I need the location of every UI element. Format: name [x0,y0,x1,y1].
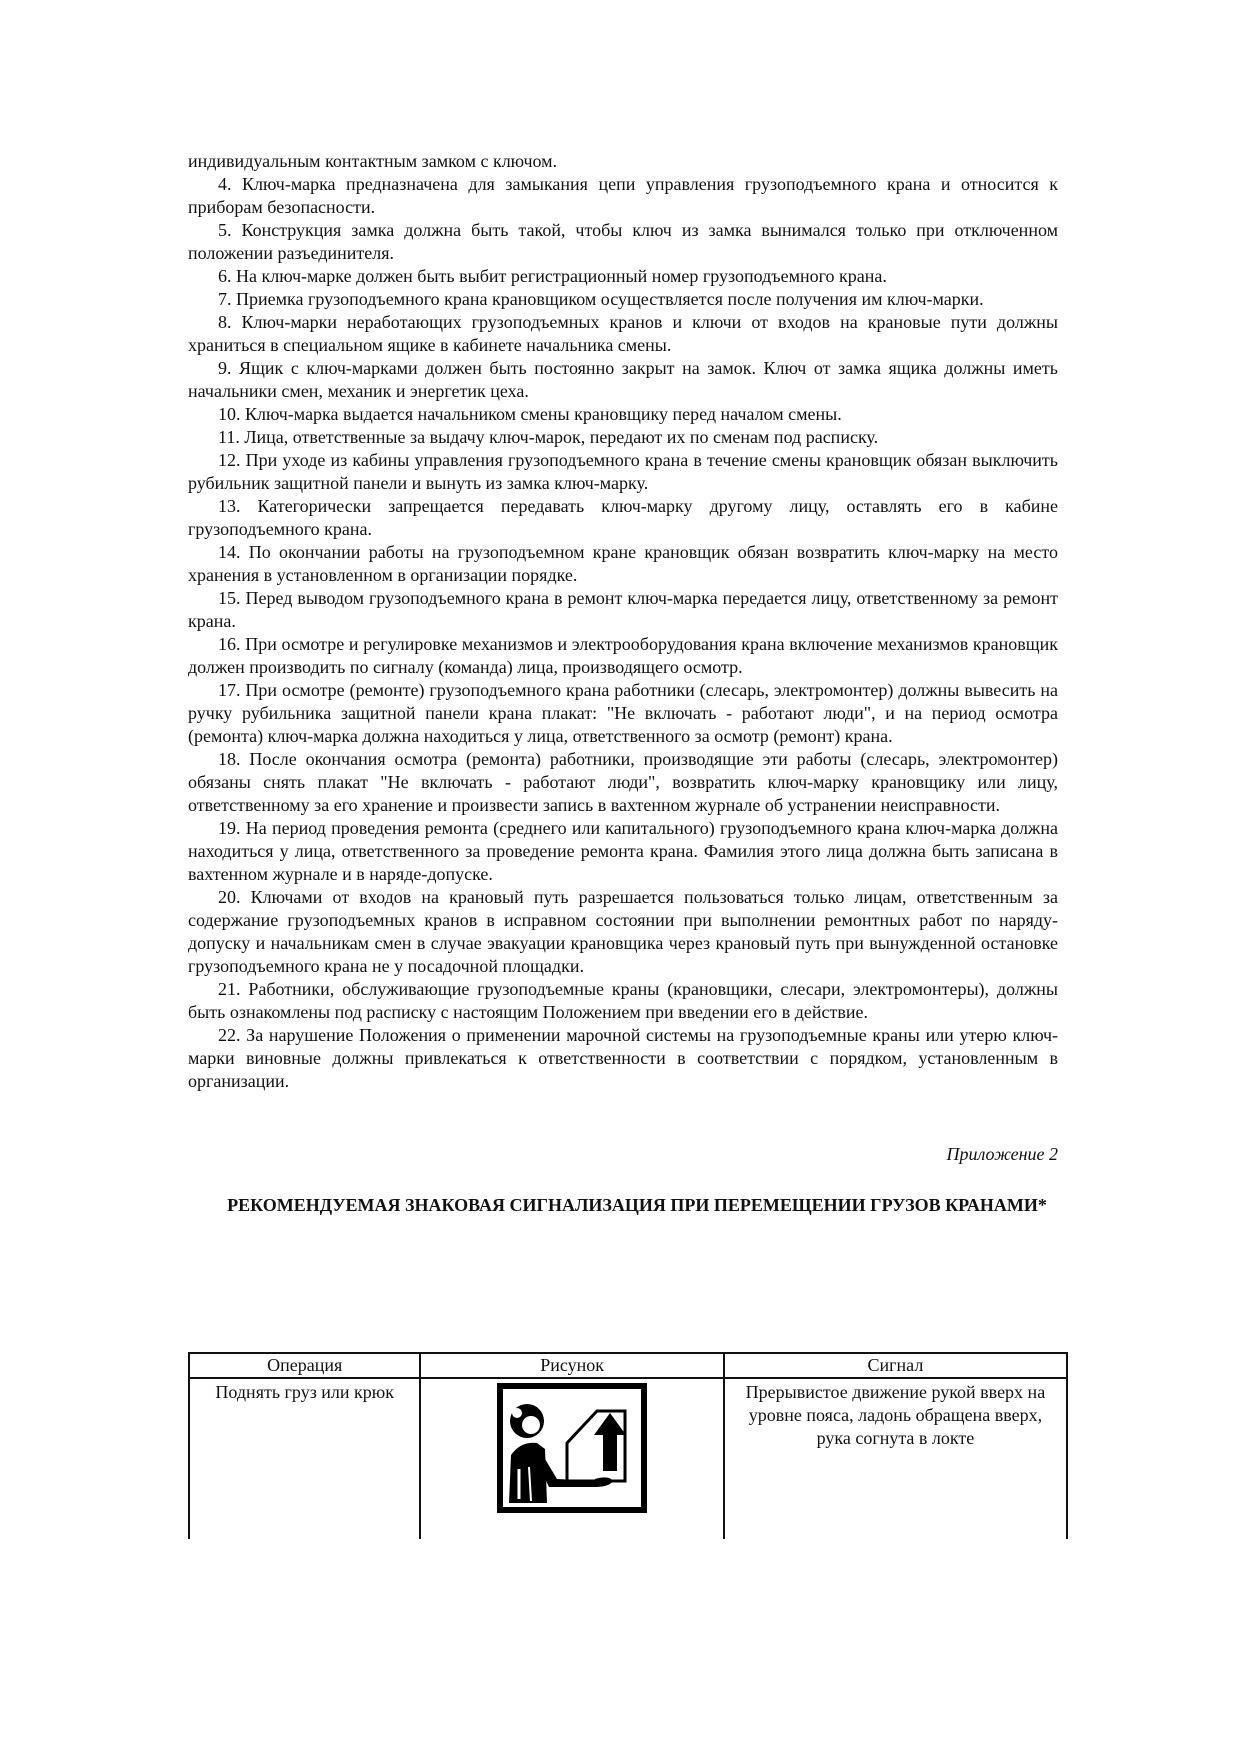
section-heading: РЕКОМЕНДУЕМАЯ ЗНАКОВАЯ СИГНАЛИЗАЦИЯ ПРИ ПЕРЕМЕЩЕНИИ ГРУЗОВ КРАНАМИ* [227,1195,1047,1215]
table-header-row [189,1353,1067,1378]
paragraph-item-9: 9. Ящик с ключ-марками должен быть постоянно закрыт на замок. Ключ от замка ящика должны иметь начальники смен, механик и энергетик цеха. [188,358,1058,401]
header-picture: Рисунок [420,1353,723,1378]
paragraph-continuation: индивидуальным контактным замком с ключом. [188,151,558,171]
paragraph-item-5: 5. Конструкция замка должна быть такой, чтобы ключ из замка вынимался только при отключенном положении разъединителя. [188,220,1058,263]
paragraph-item-12: 12. При уходе из кабины управления грузоподъемного крана в течение смены крановщик обязан выключить рубильник защитной панели и вынуть из замка ключ-марку. [188,450,1058,493]
signal-table [188,1352,1068,1539]
cell-signal: Прерывистое движение рукой вверх на уровне пояса, ладонь обращена вверх, рука согнута в локте [724,1378,1067,1539]
paragraph-item-8: 8. Ключ-марки неработающих грузоподъемных кранов и ключи от входов на крановые пути должны храниться в специальном ящике в кабинете начальника смены. [188,312,1058,355]
paragraph-item-18: 18. После окончания осмотра (ремонта) работники, производящие эти работы (слесарь, электромонтер) обязаны снять плакат "Не включать - работают люди", возвратить ключ-марку крановщику или лицу, ответственному за его хранение и произвести запись в вахтенном журнале об устранении неисправности. [188,749,1058,815]
paragraph-item-21: 21. Работники, обслуживающие грузоподъемные краны (крановщики, слесари, электромонтеры), должны быть ознакомлены под расписку с настоящим Положением при введении его в действие. [188,979,1058,1022]
paragraph-item-7: 7. Приемка грузоподъемного крана крановщиком осуществляется после получения им ключ-марки. [218,289,984,309]
paragraph-item-20: 20. Ключами от входов на крановый путь разрешается пользоваться только лицам, ответственным за содержание грузоподъемных кранов в исправном состоянии при выполнении ремонтных работ по наряду-допуску и начальникам смен в случае эвакуации крановщика через крановый путь при вынужденной остановке грузоподъемного крана не у посадочной площадки. [188,887,1058,976]
paragraph-item-10: 10. Ключ-марка выдается начальником смены крановщику перед началом смены. [218,404,842,424]
paragraph-item-17: 17. При осмотре (ремонте) грузоподъемного крана работники (слесарь, электромонтер) должны вывесить на ручку рубильника защитной панели крана плакат: "Не включать - работают люди", и на период осмотра (ремонта) ключ-марка должна находиться у лица, ответственного за осмотр (ремонт) крана. [188,680,1058,746]
paragraph-item-4: 4. Ключ-марка предназначена для замыкания цепи управления грузоподъемного крана и относится к приборам безопасности. [188,174,1058,217]
worker-raise-signal-icon [497,1383,647,1513]
paragraph-item-11: 11. Лица, ответственные за выдачу ключ-марок, передают их по сменам под расписку. [218,427,879,447]
document-body [188,150,1058,1217]
header-operation: Операция [189,1353,420,1378]
table-row [189,1378,1067,1539]
paragraph-item-13: 13. Категорически запрещается передавать ключ-марку другому лицу, оставлять его в кабине грузоподъемного крана. [188,496,1058,539]
paragraph-item-6: 6. На ключ-марке должен быть выбит регистрационный номер грузоподъемного крана. [218,266,887,286]
paragraph-item-22: 22. За нарушение Положения о применении марочной системы на грузоподъемные краны или утерю ключ-марки виновные должны привлекаться к ответственности в соответствии с порядком, установленным в организации. [188,1025,1058,1091]
cell-operation: Поднять груз или крюк [189,1378,420,1539]
paragraph-item-15: 15. Перед выводом грузоподъемного крана в ремонт ключ-марка передается лицу, ответственному за ремонт крана. [188,588,1058,631]
paragraph-item-19: 19. На период проведения ремонта (среднего или капитального) грузоподъемного крана ключ-марка должна находиться у лица, ответственного за проведение ремонта крана. Фамилия этого лица должна быть записана в вахтенном журнале и в наряде-допуске. [188,818,1058,884]
paragraph-item-14: 14. По окончании работы на грузоподъемном кране крановщик обязан возвратить ключ-марку на место хранения в установленном в организации порядке. [188,542,1058,585]
cell-picture [420,1378,723,1539]
paragraph-item-16: 16. При осмотре и регулировке механизмов и электрооборудования крана включение механизмов крановщик должен производить по сигналу (команда) лица, производящего осмотр. [188,634,1058,677]
header-signal: Сигнал [724,1353,1067,1378]
appendix-label: Приложение 2 [946,1144,1058,1164]
